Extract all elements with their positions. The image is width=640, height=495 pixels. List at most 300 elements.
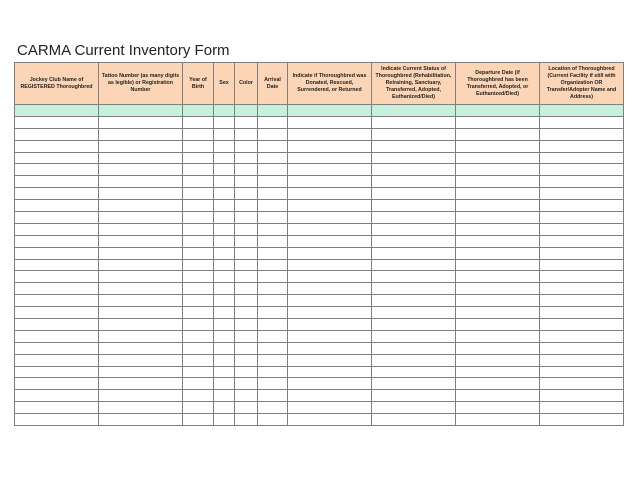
entry-cell[interactable] [15, 295, 99, 307]
entry-cell[interactable] [288, 378, 372, 390]
entry-cell[interactable] [456, 378, 540, 390]
entry-cell[interactable] [99, 152, 183, 164]
entry-cell[interactable] [540, 307, 624, 319]
entry-cell[interactable] [258, 259, 288, 271]
entry-cell[interactable] [540, 247, 624, 259]
entry-cell[interactable] [214, 414, 235, 426]
entry-cell[interactable] [540, 378, 624, 390]
entry-cell[interactable] [183, 116, 214, 128]
entry-cell[interactable] [235, 366, 258, 378]
entry-cell[interactable] [214, 116, 235, 128]
entry-cell[interactable] [372, 140, 456, 152]
entry-cell[interactable] [372, 354, 456, 366]
entry-cell[interactable] [99, 307, 183, 319]
entry-cell[interactable] [183, 378, 214, 390]
entry-cell[interactable] [235, 319, 258, 331]
entry-cell[interactable] [15, 390, 99, 402]
table-row [15, 235, 624, 247]
entry-cell[interactable] [258, 295, 288, 307]
entry-cell[interactable] [456, 259, 540, 271]
entry-cell[interactable] [183, 140, 214, 152]
entry-cell[interactable] [258, 247, 288, 259]
entry-cell[interactable] [456, 283, 540, 295]
entry-cell[interactable] [258, 200, 288, 212]
entry-cell[interactable] [99, 390, 183, 402]
entry-cell[interactable] [214, 342, 235, 354]
entry-cell[interactable] [15, 330, 99, 342]
entry-cell[interactable] [99, 283, 183, 295]
entry-cell[interactable] [456, 116, 540, 128]
table-row [15, 212, 624, 224]
entry-cell[interactable] [456, 212, 540, 224]
entry-cell[interactable] [183, 271, 214, 283]
entry-cell[interactable] [99, 188, 183, 200]
entry-cell[interactable] [214, 390, 235, 402]
entry-cell[interactable] [15, 140, 99, 152]
entry-cell[interactable] [456, 390, 540, 402]
entry-cell[interactable] [288, 259, 372, 271]
entry-cell[interactable] [235, 330, 258, 342]
entry-cell[interactable] [258, 330, 288, 342]
table-row [15, 140, 624, 152]
entry-cell[interactable] [456, 164, 540, 176]
entry-cell[interactable] [540, 271, 624, 283]
entry-cell[interactable] [258, 283, 288, 295]
entry-cell[interactable] [372, 319, 456, 331]
entry-cell[interactable] [372, 128, 456, 140]
entry-cell[interactable] [456, 307, 540, 319]
entry-cell[interactable] [288, 212, 372, 224]
entry-cell[interactable] [235, 105, 258, 117]
entry-cell[interactable] [540, 176, 624, 188]
entry-cell[interactable] [183, 176, 214, 188]
entry-cell[interactable] [183, 164, 214, 176]
entry-cell[interactable] [258, 235, 288, 247]
entry-cell[interactable] [540, 342, 624, 354]
entry-cell[interactable] [183, 200, 214, 212]
entry-cell[interactable] [288, 164, 372, 176]
entry-cell[interactable] [214, 378, 235, 390]
entry-cell[interactable] [372, 283, 456, 295]
entry-cell[interactable] [288, 307, 372, 319]
entry-cell[interactable] [456, 295, 540, 307]
entry-cell[interactable] [99, 342, 183, 354]
entry-cell[interactable] [235, 200, 258, 212]
entry-cell[interactable] [99, 354, 183, 366]
entry-cell[interactable] [183, 414, 214, 426]
entry-cell[interactable] [258, 140, 288, 152]
entry-cell[interactable] [540, 235, 624, 247]
entry-cell[interactable] [214, 283, 235, 295]
entry-cell[interactable] [183, 342, 214, 354]
entry-cell[interactable] [99, 235, 183, 247]
entry-cell[interactable] [214, 164, 235, 176]
entry-cell[interactable] [540, 366, 624, 378]
entry-cell[interactable] [235, 212, 258, 224]
entry-cell[interactable] [183, 247, 214, 259]
column-header-departure-date: Departure Date (if Thoroughbred has been Transferred, Adopted, or Euthanized/Died) [456, 63, 540, 105]
entry-cell[interactable] [235, 402, 258, 414]
entry-cell[interactable] [456, 342, 540, 354]
entry-cell[interactable] [258, 152, 288, 164]
column-header-tattoo-number: Tattoo Number (as many digits as legible) or Registration Number [99, 63, 183, 105]
entry-cell[interactable] [235, 259, 258, 271]
entry-cell[interactable] [258, 414, 288, 426]
entry-cell[interactable] [15, 247, 99, 259]
entry-cell[interactable] [540, 212, 624, 224]
entry-cell[interactable] [99, 295, 183, 307]
entry-cell[interactable] [372, 176, 456, 188]
entry-cell[interactable] [288, 235, 372, 247]
entry-cell[interactable] [456, 354, 540, 366]
entry-cell[interactable] [235, 354, 258, 366]
entry-cell[interactable] [540, 188, 624, 200]
entry-cell[interactable] [99, 330, 183, 342]
entry-cell[interactable] [456, 319, 540, 331]
entry-cell[interactable] [183, 307, 214, 319]
entry-cell[interactable] [99, 402, 183, 414]
entry-cell[interactable] [183, 295, 214, 307]
entry-cell[interactable] [214, 235, 235, 247]
table-row [15, 271, 624, 283]
entry-cell[interactable] [288, 366, 372, 378]
entry-cell[interactable] [183, 354, 214, 366]
table-row [15, 354, 624, 366]
entry-cell[interactable] [235, 307, 258, 319]
entry-cell[interactable] [15, 414, 99, 426]
entry-cell[interactable] [288, 330, 372, 342]
entry-cell[interactable] [258, 116, 288, 128]
entry-cell[interactable] [15, 200, 99, 212]
entry-cell[interactable] [235, 152, 258, 164]
entry-cell[interactable] [540, 354, 624, 366]
entry-cell[interactable] [99, 140, 183, 152]
inventory-table [14, 62, 624, 426]
entry-cell[interactable] [214, 259, 235, 271]
entry-cell[interactable] [540, 116, 624, 128]
entry-cell[interactable] [214, 105, 235, 117]
entry-cell[interactable] [372, 414, 456, 426]
entry-cell[interactable] [214, 330, 235, 342]
table-row [15, 414, 624, 426]
entry-cell[interactable] [456, 366, 540, 378]
entry-cell[interactable] [15, 105, 99, 117]
entry-cell[interactable] [288, 128, 372, 140]
table-row [15, 259, 624, 271]
entry-cell[interactable] [288, 354, 372, 366]
entry-cell[interactable] [183, 188, 214, 200]
entry-cell[interactable] [540, 140, 624, 152]
entry-cell[interactable] [214, 223, 235, 235]
entry-cell[interactable] [540, 414, 624, 426]
entry-cell[interactable] [99, 247, 183, 259]
entry-cell[interactable] [15, 152, 99, 164]
table-row [15, 295, 624, 307]
entry-cell[interactable] [372, 188, 456, 200]
column-header-jockey-club-name: Jockey Club Name of REGISTERED Thoroughbred [15, 63, 99, 105]
entry-cell[interactable] [456, 128, 540, 140]
entry-cell[interactable] [99, 176, 183, 188]
entry-cell[interactable] [235, 116, 258, 128]
entry-cell[interactable] [456, 223, 540, 235]
entry-cell[interactable] [258, 223, 288, 235]
table-row [15, 342, 624, 354]
entry-cell[interactable] [258, 402, 288, 414]
entry-cell[interactable] [15, 283, 99, 295]
entry-cell[interactable] [235, 342, 258, 354]
entry-cell[interactable] [288, 402, 372, 414]
entry-cell[interactable] [214, 128, 235, 140]
entry-cell[interactable] [15, 271, 99, 283]
table-row [15, 247, 624, 259]
entry-cell[interactable] [214, 295, 235, 307]
entry-cell[interactable] [235, 140, 258, 152]
entry-cell[interactable] [15, 164, 99, 176]
table-row [15, 390, 624, 402]
entry-cell[interactable] [372, 105, 456, 117]
entry-cell[interactable] [258, 319, 288, 331]
entry-cell[interactable] [258, 342, 288, 354]
entry-cell[interactable] [15, 319, 99, 331]
entry-cell[interactable] [540, 200, 624, 212]
entry-cell[interactable] [183, 319, 214, 331]
entry-cell[interactable] [15, 402, 99, 414]
entry-cell[interactable] [99, 223, 183, 235]
entry-cell[interactable] [456, 414, 540, 426]
entry-cell[interactable] [288, 295, 372, 307]
entry-cell[interactable] [540, 128, 624, 140]
entry-cell[interactable] [235, 223, 258, 235]
entry-cell[interactable] [99, 259, 183, 271]
entry-cell[interactable] [235, 414, 258, 426]
entry-cell[interactable] [372, 259, 456, 271]
entry-cell[interactable] [456, 176, 540, 188]
entry-cell[interactable] [540, 330, 624, 342]
entry-cell[interactable] [235, 188, 258, 200]
entry-cell[interactable] [456, 247, 540, 259]
entry-cell[interactable] [235, 247, 258, 259]
entry-cell[interactable] [214, 247, 235, 259]
entry-cell[interactable] [15, 259, 99, 271]
entry-cell[interactable] [372, 342, 456, 354]
entry-cell[interactable] [214, 354, 235, 366]
entry-cell[interactable] [372, 378, 456, 390]
entry-cell[interactable] [15, 176, 99, 188]
entry-cell[interactable] [99, 116, 183, 128]
column-header-sex: Sex [214, 63, 235, 105]
entry-cell[interactable] [372, 307, 456, 319]
entry-cell[interactable] [183, 283, 214, 295]
entry-cell[interactable] [288, 116, 372, 128]
entry-cell[interactable] [456, 140, 540, 152]
entry-cell[interactable] [372, 390, 456, 402]
entry-cell[interactable] [372, 235, 456, 247]
entry-cell[interactable] [456, 200, 540, 212]
entry-cell[interactable] [372, 330, 456, 342]
entry-cell[interactable] [258, 164, 288, 176]
entry-cell[interactable] [288, 105, 372, 117]
entry-cell[interactable] [372, 223, 456, 235]
entry-cell[interactable] [183, 330, 214, 342]
table-row [15, 188, 624, 200]
entry-cell[interactable] [288, 152, 372, 164]
entry-cell[interactable] [456, 105, 540, 117]
entry-cell[interactable] [99, 414, 183, 426]
entry-cell[interactable] [372, 247, 456, 259]
entry-cell[interactable] [235, 378, 258, 390]
entry-cell[interactable] [214, 402, 235, 414]
entry-cell[interactable] [99, 212, 183, 224]
entry-cell[interactable] [456, 271, 540, 283]
table-row [15, 319, 624, 331]
entry-cell[interactable] [288, 247, 372, 259]
entry-cell[interactable] [258, 212, 288, 224]
entry-cell[interactable] [288, 176, 372, 188]
entry-cell[interactable] [372, 212, 456, 224]
entry-cell[interactable] [235, 164, 258, 176]
entry-cell[interactable] [258, 188, 288, 200]
entry-cell[interactable] [235, 390, 258, 402]
entry-cell[interactable] [214, 319, 235, 331]
entry-cell[interactable] [214, 307, 235, 319]
entry-cell[interactable] [15, 128, 99, 140]
entry-cell[interactable] [258, 128, 288, 140]
entry-cell[interactable] [372, 366, 456, 378]
entry-cell[interactable] [288, 319, 372, 331]
table-row [15, 152, 624, 164]
entry-cell[interactable] [288, 223, 372, 235]
table-row [15, 330, 624, 342]
entry-cell[interactable] [15, 342, 99, 354]
entry-cell[interactable] [214, 152, 235, 164]
entry-cell[interactable] [15, 223, 99, 235]
column-header-year-of-birth: Year of Birth [183, 63, 214, 105]
entry-cell[interactable] [288, 342, 372, 354]
entry-cell[interactable] [372, 164, 456, 176]
entry-cell[interactable] [372, 152, 456, 164]
entry-cell[interactable] [540, 105, 624, 117]
entry-cell[interactable] [15, 188, 99, 200]
table-row [15, 378, 624, 390]
entry-cell[interactable] [540, 223, 624, 235]
entry-cell[interactable] [540, 319, 624, 331]
entry-cell[interactable] [540, 283, 624, 295]
entry-cell[interactable] [372, 271, 456, 283]
entry-cell[interactable] [183, 235, 214, 247]
entry-cell[interactable] [372, 116, 456, 128]
entry-cell[interactable] [15, 116, 99, 128]
entry-cell[interactable] [456, 188, 540, 200]
entry-cell[interactable] [15, 212, 99, 224]
entry-cell[interactable] [183, 105, 214, 117]
entry-cell[interactable] [288, 283, 372, 295]
entry-cell[interactable] [540, 390, 624, 402]
entry-cell[interactable] [99, 271, 183, 283]
table-row [15, 105, 624, 117]
entry-cell[interactable] [288, 140, 372, 152]
entry-cell[interactable] [214, 200, 235, 212]
entry-cell[interactable] [372, 200, 456, 212]
entry-cell[interactable] [214, 140, 235, 152]
entry-cell[interactable] [456, 152, 540, 164]
entry-cell[interactable] [258, 354, 288, 366]
entry-cell[interactable] [372, 402, 456, 414]
entry-cell[interactable] [372, 295, 456, 307]
entry-cell[interactable] [235, 271, 258, 283]
entry-cell[interactable] [540, 152, 624, 164]
entry-cell[interactable] [258, 390, 288, 402]
entry-cell[interactable] [258, 176, 288, 188]
entry-cell[interactable] [288, 390, 372, 402]
table-row [15, 283, 624, 295]
entry-cell[interactable] [214, 212, 235, 224]
entry-cell[interactable] [258, 366, 288, 378]
entry-cell[interactable] [214, 271, 235, 283]
entry-cell[interactable] [288, 271, 372, 283]
entry-cell[interactable] [235, 235, 258, 247]
entry-cell[interactable] [15, 378, 99, 390]
entry-cell[interactable] [183, 390, 214, 402]
entry-cell[interactable] [288, 200, 372, 212]
entry-cell[interactable] [99, 378, 183, 390]
entry-cell[interactable] [456, 235, 540, 247]
entry-cell[interactable] [235, 128, 258, 140]
entry-cell[interactable] [214, 176, 235, 188]
entry-cell[interactable] [15, 366, 99, 378]
entry-cell[interactable] [183, 128, 214, 140]
entry-cell[interactable] [258, 378, 288, 390]
column-header-intake-type: Indicate if Thoroughbred was Donated, Rescued, Surrendered, or Returned [288, 63, 372, 105]
entry-cell[interactable] [99, 319, 183, 331]
entry-cell[interactable] [235, 283, 258, 295]
entry-cell[interactable] [235, 176, 258, 188]
entry-cell[interactable] [15, 307, 99, 319]
entry-cell[interactable] [99, 105, 183, 117]
entry-cell[interactable] [288, 414, 372, 426]
entry-cell[interactable] [540, 164, 624, 176]
entry-cell[interactable] [183, 212, 214, 224]
entry-cell[interactable] [183, 402, 214, 414]
entry-cell[interactable] [258, 271, 288, 283]
entry-cell[interactable] [258, 307, 288, 319]
entry-cell[interactable] [540, 402, 624, 414]
entry-cell[interactable] [183, 366, 214, 378]
entry-cell[interactable] [15, 235, 99, 247]
entry-cell[interactable] [183, 259, 214, 271]
entry-cell[interactable] [99, 128, 183, 140]
header-row [15, 63, 624, 105]
table-row [15, 402, 624, 414]
entry-cell[interactable] [214, 366, 235, 378]
entry-cell[interactable] [540, 295, 624, 307]
entry-cell[interactable] [456, 402, 540, 414]
entry-cell[interactable] [258, 105, 288, 117]
table-row [15, 128, 624, 140]
entry-cell[interactable] [183, 223, 214, 235]
entry-cell[interactable] [183, 152, 214, 164]
entry-cell[interactable] [99, 164, 183, 176]
entry-cell[interactable] [15, 354, 99, 366]
table-row [15, 176, 624, 188]
entry-cell[interactable] [288, 188, 372, 200]
entry-cell[interactable] [99, 366, 183, 378]
table-row [15, 366, 624, 378]
entry-cell[interactable] [214, 188, 235, 200]
entry-cell[interactable] [235, 295, 258, 307]
entry-cell[interactable] [99, 200, 183, 212]
entry-cell[interactable] [456, 330, 540, 342]
entry-cell[interactable] [540, 259, 624, 271]
